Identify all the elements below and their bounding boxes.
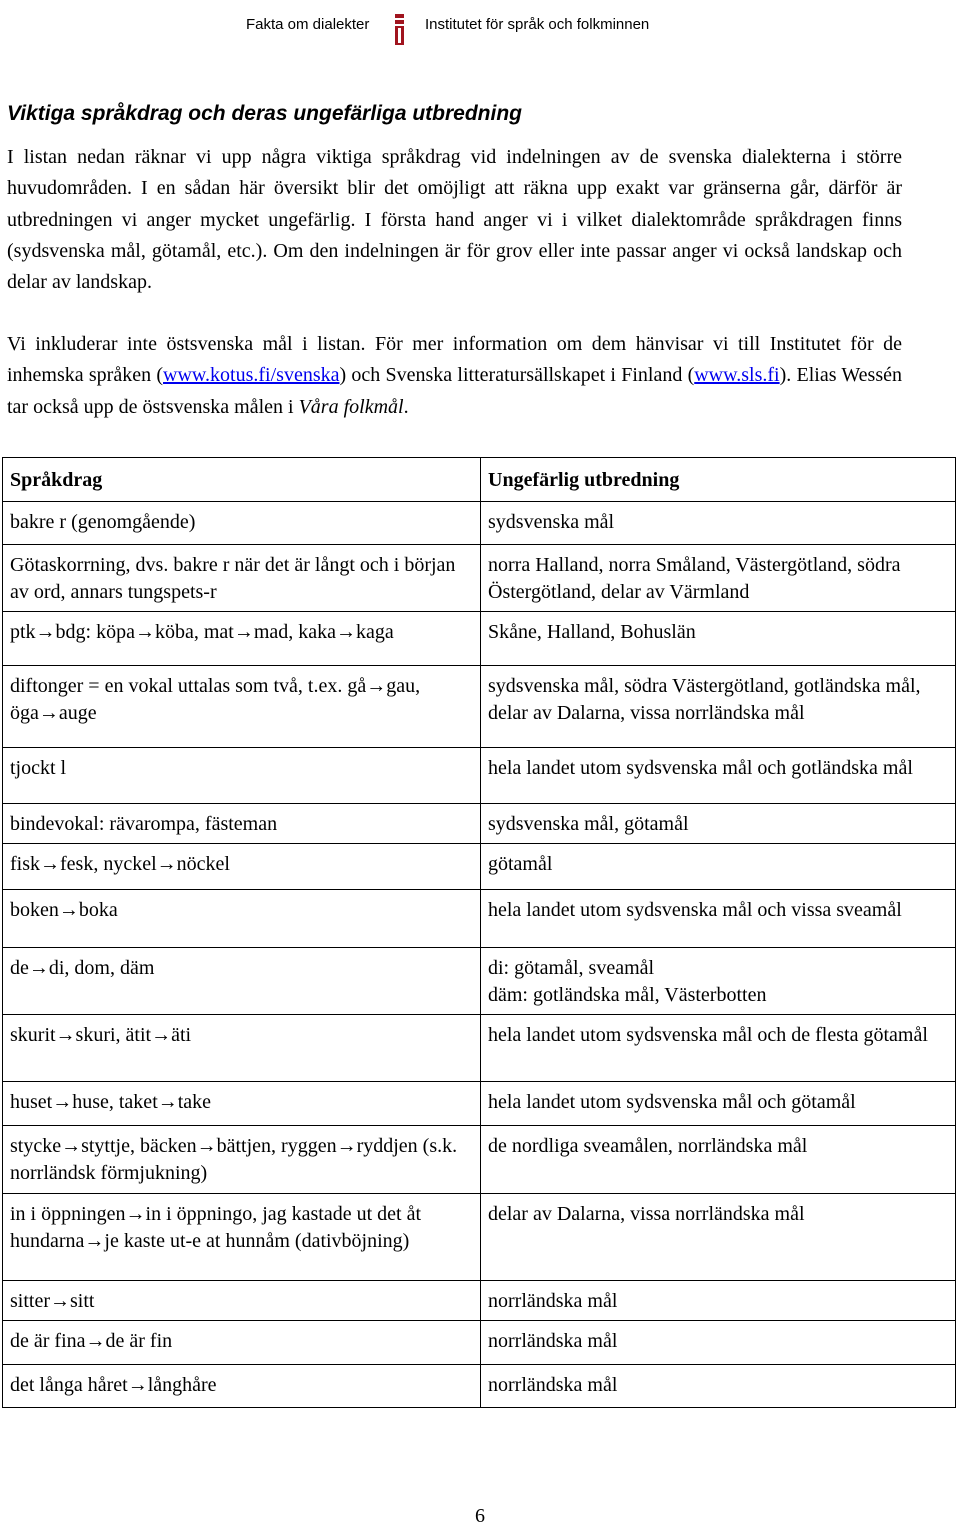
page-number: 6 xyxy=(475,1505,485,1527)
distribution-cell: norrländska mål xyxy=(481,1281,956,1321)
sls-link[interactable]: www.sls.fi xyxy=(694,364,780,387)
table-row xyxy=(3,1015,956,1082)
feature-cell: fisk→fesk, nyckel→nöckel xyxy=(3,844,481,890)
kotus-link[interactable]: www.kotus.fi/svenska xyxy=(163,364,340,387)
table-row xyxy=(3,1281,956,1321)
feature-cell: ptk→bdg: köpa→köba, mat→mad, kaka→kaga xyxy=(3,612,481,666)
header-distribution: Ungefärlig utbredning xyxy=(481,458,956,502)
distribution-cell: hela landet utom sydsvenska mål och gotländska mål xyxy=(481,748,956,804)
distribution-cell: de nordliga sveamålen, norrländska mål xyxy=(481,1126,956,1194)
header-left-text: Fakta om dialekter xyxy=(246,16,370,33)
distribution-cell: sydsvenska mål xyxy=(481,502,956,545)
feature-cell: bindevokal: rävarompa, fästeman xyxy=(3,804,481,844)
distribution-cell: Skåne, Halland, Bohuslän xyxy=(481,612,956,666)
section-heading: Viktiga språkdrag och deras ungefärliga utbredning xyxy=(7,102,522,125)
table-row xyxy=(3,948,956,1015)
institute-logo-icon xyxy=(392,14,408,46)
table-row xyxy=(3,890,956,948)
distribution-cell: hela landet utom sydsvenska mål och götamål xyxy=(481,1082,956,1126)
feature-cell: boken→boka xyxy=(3,890,481,948)
feature-cell: det långa håret→långhåre xyxy=(3,1365,481,1408)
book-title: Våra folkmål xyxy=(298,395,404,418)
feature-cell: bakre r (genomgående) xyxy=(3,502,481,545)
header-right-text: Institutet för språk och folkminnen xyxy=(425,16,650,33)
info-text-1: Vi inkluderar inte östsvenska mål i listan. För mer information om dem hänvisar vi till Institutet för de inhemska språken ( xyxy=(7,333,902,387)
table-row xyxy=(3,1321,956,1365)
info-text-2: ) och Svenska litteratursällskapet i Finland ( xyxy=(339,364,695,387)
table-row xyxy=(3,804,956,844)
feature-cell: in i öppningen→in i öppningo, jag kastade ut det åt hundarna→je kaste ut-e at hunnåm (dativböjning) xyxy=(3,1194,481,1281)
feature-cell: skurit→skuri, ätit→äti xyxy=(3,1015,481,1082)
page-header xyxy=(0,14,960,44)
info-text-4: . xyxy=(403,395,409,418)
feature-cell: sitter→sitt xyxy=(3,1281,481,1321)
intro-paragraph: I listan nedan räknar vi upp några viktiga språkdrag vid indelningen av de svenska dialekterna i större huvudområden. I en sådan här översikt blir det omöjligt att räkna upp exakt var gränserna går, därför är utbredningen vi anger mycket ungefärlig. I första hand anger vi i vilket dialektområde språkdragen finns (sydsvenska mål, götamål, etc.). Om den indelningen är för grov eller inte passar anger vi också landskap och delar av landskap. xyxy=(7,146,902,294)
info-paragraph xyxy=(7,329,902,423)
distribution-cell: norrländska mål xyxy=(481,1321,956,1365)
table-row xyxy=(3,1194,956,1281)
distribution-cell: sydsvenska mål, götamål xyxy=(481,804,956,844)
feature-cell: Götaskorrning, dvs. bakre r när det är långt och i början av ord, annars tungspets-r xyxy=(3,545,481,612)
distribution-cell: hela landet utom sydsvenska mål och de flesta götamål xyxy=(481,1015,956,1082)
distribution-cell: sydsvenska mål, södra Västergötland, gotländska mål, delar av Dalarna, vissa norrländska mål xyxy=(481,666,956,748)
feature-cell: de är fina→de är fin xyxy=(3,1321,481,1365)
distribution-cell: delar av Dalarna, vissa norrländska mål xyxy=(481,1194,956,1281)
feature-cell: de→di, dom, däm xyxy=(3,948,481,1015)
table-row xyxy=(3,545,956,612)
distribution-cell: hela landet utom sydsvenska mål och vissa sveamål xyxy=(481,890,956,948)
table-row xyxy=(3,1365,956,1408)
distribution-cell: di: götamål, sveamål däm: gotländska mål, Västerbotten xyxy=(481,948,956,1015)
distribution-cell: norra Halland, norra Småland, Västergötland, södra Östergötland, delar av Värmland xyxy=(481,545,956,612)
table-row xyxy=(3,1126,956,1194)
header-feature: Språkdrag xyxy=(3,458,481,502)
info-text-3: ). Elias Wessén tar också upp de östsvenska målen i xyxy=(7,364,902,418)
table-row xyxy=(3,612,956,666)
table-row xyxy=(3,1082,956,1126)
features-table xyxy=(2,457,956,1408)
feature-cell: tjockt l xyxy=(3,748,481,804)
table-row xyxy=(3,502,956,545)
table-row xyxy=(3,666,956,748)
table-header-row xyxy=(3,458,956,502)
feature-cell: stycke→styttje, bäcken→bättjen, ryggen→ryddjen (s.k. norrländsk förmjukning) xyxy=(3,1126,481,1194)
distribution-cell: götamål xyxy=(481,844,956,890)
feature-cell: huset→huse, taket→take xyxy=(3,1082,481,1126)
feature-cell: diftonger = en vokal uttalas som två, t.ex. gå→gau, öga→auge xyxy=(3,666,481,748)
table-row xyxy=(3,748,956,804)
table-row xyxy=(3,844,956,890)
distribution-cell: norrländska mål xyxy=(481,1365,956,1408)
